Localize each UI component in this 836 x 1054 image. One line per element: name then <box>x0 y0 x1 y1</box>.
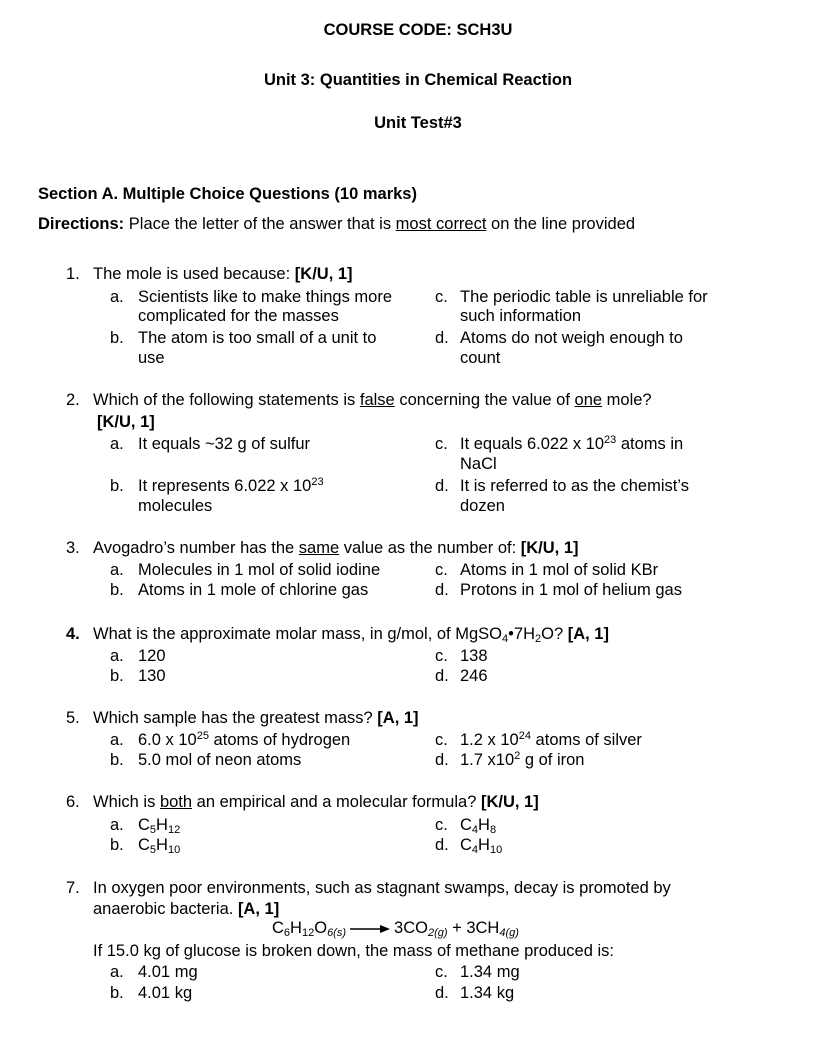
option-letter: b. <box>110 477 124 495</box>
option-letter: d. <box>435 836 449 854</box>
option-b-line2: molecules <box>138 497 213 515</box>
option-d-line1: Atoms do not weigh enough to <box>460 329 683 347</box>
option-c: 1.2 x $10^{24}$ atoms of silver <box>460 730 642 749</box>
directions-underlined: most correct <box>395 215 487 233</box>
option-letter: b. <box>110 329 124 347</box>
question-text: Avogadro’s number has the same value as the number of: [K/U, 1] <box>93 539 579 557</box>
section-title: Section A. Multiple Choice Questions (10 marks) <box>38 185 417 203</box>
option-c: 1.34 mg <box>460 963 520 981</box>
option-a: Molecules in 1 mol of solid iodine <box>138 561 381 579</box>
question-text-line1: In oxygen poor environments, such as stagnant swamps, decay is promoted by <box>93 879 671 897</box>
option-letter: a. <box>110 647 124 665</box>
option-a: 4.01 mg <box>138 963 198 981</box>
test-title: Unit Test#3 <box>374 114 462 132</box>
option-letter: d. <box>435 751 449 769</box>
question-text: Which of the following statements is false concerning the value of one mole? <box>93 391 652 409</box>
option-b: $C_5H_{10}$ <box>138 836 181 856</box>
option-c-line2: NaCl <box>460 455 497 473</box>
option-letter: b. <box>110 984 124 1002</box>
option-d-line2: dozen <box>460 497 505 515</box>
option-a: $C_5H_{12}$ <box>138 816 181 836</box>
option-d: 246 <box>460 667 488 685</box>
question-tag: [A, 1] <box>567 625 609 643</box>
option-b-line1: It represents 6.022 x $10^{23}$ <box>138 476 324 495</box>
option-letter: c. <box>435 435 448 453</box>
question-text: The mole is used because: [K/U, 1] <box>93 265 353 283</box>
option-b: 5.0 mol of neon atoms <box>138 751 302 769</box>
option-letter: a. <box>110 435 124 453</box>
option-letter: c. <box>435 816 448 834</box>
option-c: 138 <box>460 647 488 665</box>
question-number: 4. <box>66 625 80 643</box>
directions-text-pre: Place the letter of the answer that is <box>124 215 396 233</box>
question-tag: [A, 1] <box>237 900 280 918</box>
option-d-line2: count <box>460 349 501 367</box>
option-letter: d. <box>435 329 449 347</box>
question-text-line3: If 15.0 kg of glucose is broken down, the mass of methane produced is: <box>93 942 614 960</box>
question-tag: [K/U, 1] <box>294 265 353 283</box>
option-c-line2: such information <box>460 307 582 325</box>
option-a-line1: Scientists like to make things more <box>138 288 393 306</box>
option-letter: c. <box>435 647 448 665</box>
question-number: 6. <box>66 793 80 811</box>
option-letter: b. <box>110 667 124 685</box>
directions-text-post: on the line provided <box>486 215 636 233</box>
directions <box>38 214 635 234</box>
option-letter: a. <box>110 731 124 749</box>
option-d: 1.7 $x10^2$ g of iron <box>460 750 585 769</box>
option-b: 4.01 kg <box>138 984 193 1002</box>
question-tag: [K/U, 1] <box>97 413 155 431</box>
option-c-line1: The periodic table is unreliable for <box>460 288 708 306</box>
directions-label: Directions: <box>38 215 125 233</box>
question-number: 7. <box>66 879 80 897</box>
option-letter: a. <box>110 963 124 981</box>
option-letter: c. <box>435 561 448 579</box>
question-text: Which sample has the greatest mass? [A, 1] <box>93 709 419 727</box>
option-letter: b. <box>110 581 124 599</box>
option-a: It equals ~32 g of sulfur <box>138 435 310 453</box>
question-tag: [A, 1] <box>377 709 419 727</box>
question-tag: [K/U, 1] <box>480 793 539 811</box>
option-c: Atoms in 1 mol of solid KBr <box>460 561 659 579</box>
option-d: $C_4H_{10}$ <box>460 836 503 856</box>
option-d: 1.34 kg <box>460 984 515 1002</box>
question-text-line2: anaerobic bacteria. [A, 1] <box>93 900 280 918</box>
question-number: 3. <box>66 539 80 557</box>
option-letter: a. <box>110 816 124 834</box>
option-a-line2: complicated for the masses <box>138 307 339 325</box>
option-letter: b. <box>110 751 124 769</box>
option-letter: c. <box>435 288 448 306</box>
chemical-equation: $C_6H_{12}O_{6(s)}$ $3CO_{2(g)} + 3CH_{4(g)}$ <box>272 919 519 939</box>
option-letter: d. <box>435 667 449 685</box>
question-text: Which is both an empirical and a molecular formula? [K/U, 1] <box>93 793 539 811</box>
question-number: 5. <box>66 709 80 727</box>
option-a: 6.0 x $10^{25}$ atoms of hydrogen <box>138 730 351 749</box>
reaction-arrow-icon <box>350 924 390 934</box>
option-letter: d. <box>435 581 449 599</box>
option-d-line1: It is referred to as the chemist’s <box>460 477 689 495</box>
option-b-line1: The atom is too small of a unit to <box>138 329 377 347</box>
option-letter: b. <box>110 836 124 854</box>
option-letter: a. <box>110 288 124 306</box>
option-b: 130 <box>138 667 166 685</box>
option-a: 120 <box>138 647 166 665</box>
option-letter: d. <box>435 984 449 1002</box>
option-letter: c. <box>435 731 448 749</box>
option-letter: c. <box>435 963 448 981</box>
question-text: What is the approximate molar mass, in g/mol, of $MgSO_4•7H_2O$? [A, 1] <box>93 625 609 645</box>
option-b-line2: use <box>138 349 165 367</box>
question-tag: [K/U, 1] <box>520 539 579 557</box>
option-letter: a. <box>110 561 124 579</box>
option-b: Atoms in 1 mole of chlorine gas <box>138 581 369 599</box>
option-c-line1: It equals 6.022 x $10^{23}$ atoms in <box>460 434 684 453</box>
unit-title: Unit 3: Quantities in Chemical Reaction <box>263 71 573 89</box>
option-d: Protons in 1 mol of helium gas <box>460 581 682 599</box>
question-number: 2. <box>66 391 80 409</box>
option-letter: d. <box>435 477 449 495</box>
option-c: $C_4H_8$ <box>460 816 497 836</box>
question-number: 1. <box>66 265 80 283</box>
course-code: COURSE CODE: SCH3U <box>323 21 513 39</box>
